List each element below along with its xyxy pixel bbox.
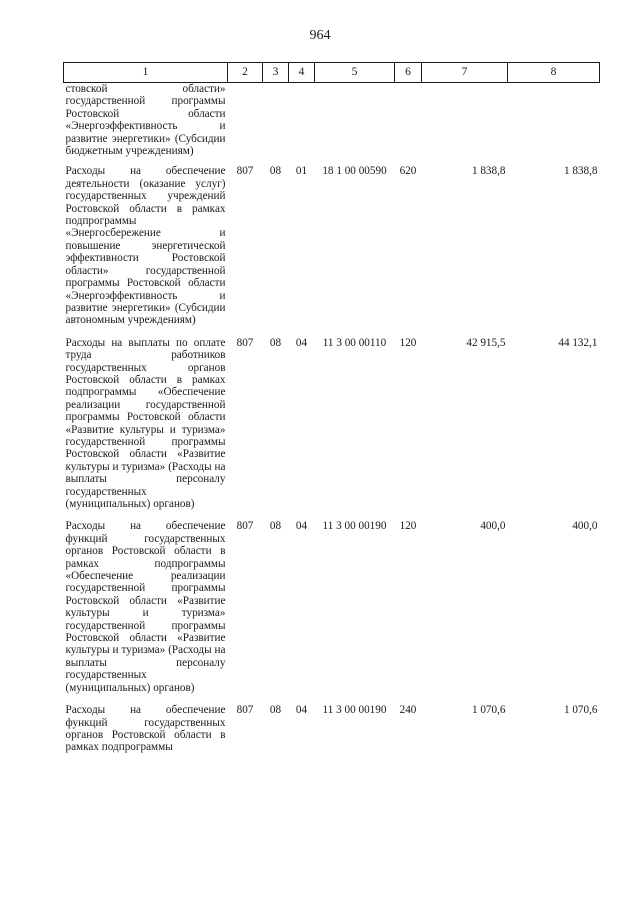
header-col-8: 8 (508, 63, 600, 83)
cell-amount-2: 1 070,6 (563, 704, 598, 717)
table-row-continuation (64, 83, 600, 158)
header-col-3: 3 (263, 63, 289, 83)
cell-expense-type: 620 (399, 165, 417, 178)
cell-amount-1: 400,0 (480, 520, 506, 533)
row-description: стовской области» государственной программы Ростовской области «Энергоэффективность и развитие энергетики» (Субсидии бюджетным учреждениям) (65, 83, 226, 158)
cell-section: 08 (269, 520, 282, 533)
cell-ministry-code: 807 (236, 336, 254, 349)
budget-table (63, 62, 600, 756)
cell-expense-type: 120 (399, 336, 417, 349)
cell-expense-type: 240 (399, 704, 417, 717)
cell-section: 08 (269, 165, 282, 178)
header-row (64, 63, 600, 83)
header-col-7: 7 (422, 63, 508, 83)
cell-section: 08 (269, 704, 282, 717)
cell-target-article: 11 3 00 00190 (322, 520, 387, 533)
header-col-6: 6 (395, 63, 422, 83)
table-row (64, 512, 600, 696)
cell-amount-1: 1 070,6 (471, 704, 506, 717)
cell-target-article: 11 3 00 00190 (322, 704, 387, 717)
row-description: Расходы на обеспечение функций государственных органов Ростовской области в рамках подпрограммы (65, 704, 226, 754)
cell-target-article: 18 1 00 00590 (322, 165, 387, 178)
cell-ministry-code: 807 (236, 165, 254, 178)
cell-amount-1: 42 915,5 (466, 336, 506, 349)
cell-amount-2: 400,0 (572, 520, 598, 533)
header-col-5: 5 (315, 63, 395, 83)
cell-subsection: 04 (295, 336, 308, 349)
cell-amount-1: 1 838,8 (471, 165, 506, 178)
header-col-4: 4 (289, 63, 315, 83)
header-col-1: 1 (64, 63, 228, 83)
cell-subsection: 04 (295, 704, 308, 717)
cell-subsection: 01 (295, 165, 308, 178)
header-col-2: 2 (228, 63, 263, 83)
cell-ministry-code: 807 (236, 704, 254, 717)
cell-amount-2: 1 838,8 (563, 165, 598, 178)
table-row (64, 696, 600, 756)
table-row (64, 157, 600, 328)
table-row (64, 329, 600, 513)
cell-amount-2: 44 132,1 (558, 336, 598, 349)
row-description: Расходы на обеспечение функций государственных органов Ростовской области в рамках подпрограммы «Обеспечение реализации государственной программы Ростовской области «Развитие культуры и туризма» государственной программы Ростовской области «Развитие культуры и туризма» (Расходы на выплаты персоналу государственных (муниципальных) органов) (65, 520, 226, 694)
row-description: Расходы на обеспечение деятельности (оказание услуг) государственных учреждений Ростовской области в рамках подпрограммы «Энергосбережение и повышение энергетической эффективности Ростовской области» государственной программы Ростовской области «Энергоэффективность и развитие энергетики» (Субсидии автономным учреждениям) (65, 165, 226, 327)
cell-expense-type: 120 (399, 520, 417, 533)
cell-subsection: 04 (295, 520, 308, 533)
cell-target-article: 11 3 00 00110 (322, 336, 387, 349)
cell-section: 08 (269, 336, 282, 349)
row-description: Расходы на выплаты по оплате труда работников государственных органов Ростовской области в рамках подпрограммы «Обеспечение реализации государственной программы Ростовской области «Развитие культуры и туризма» государственной программы Ростовской области «Развитие культуры и туризма» (Расходы на выплаты персоналу государственных (муниципальных) органов) (65, 336, 226, 510)
cell-ministry-code: 807 (236, 520, 254, 533)
page-number: 964 (309, 28, 331, 43)
